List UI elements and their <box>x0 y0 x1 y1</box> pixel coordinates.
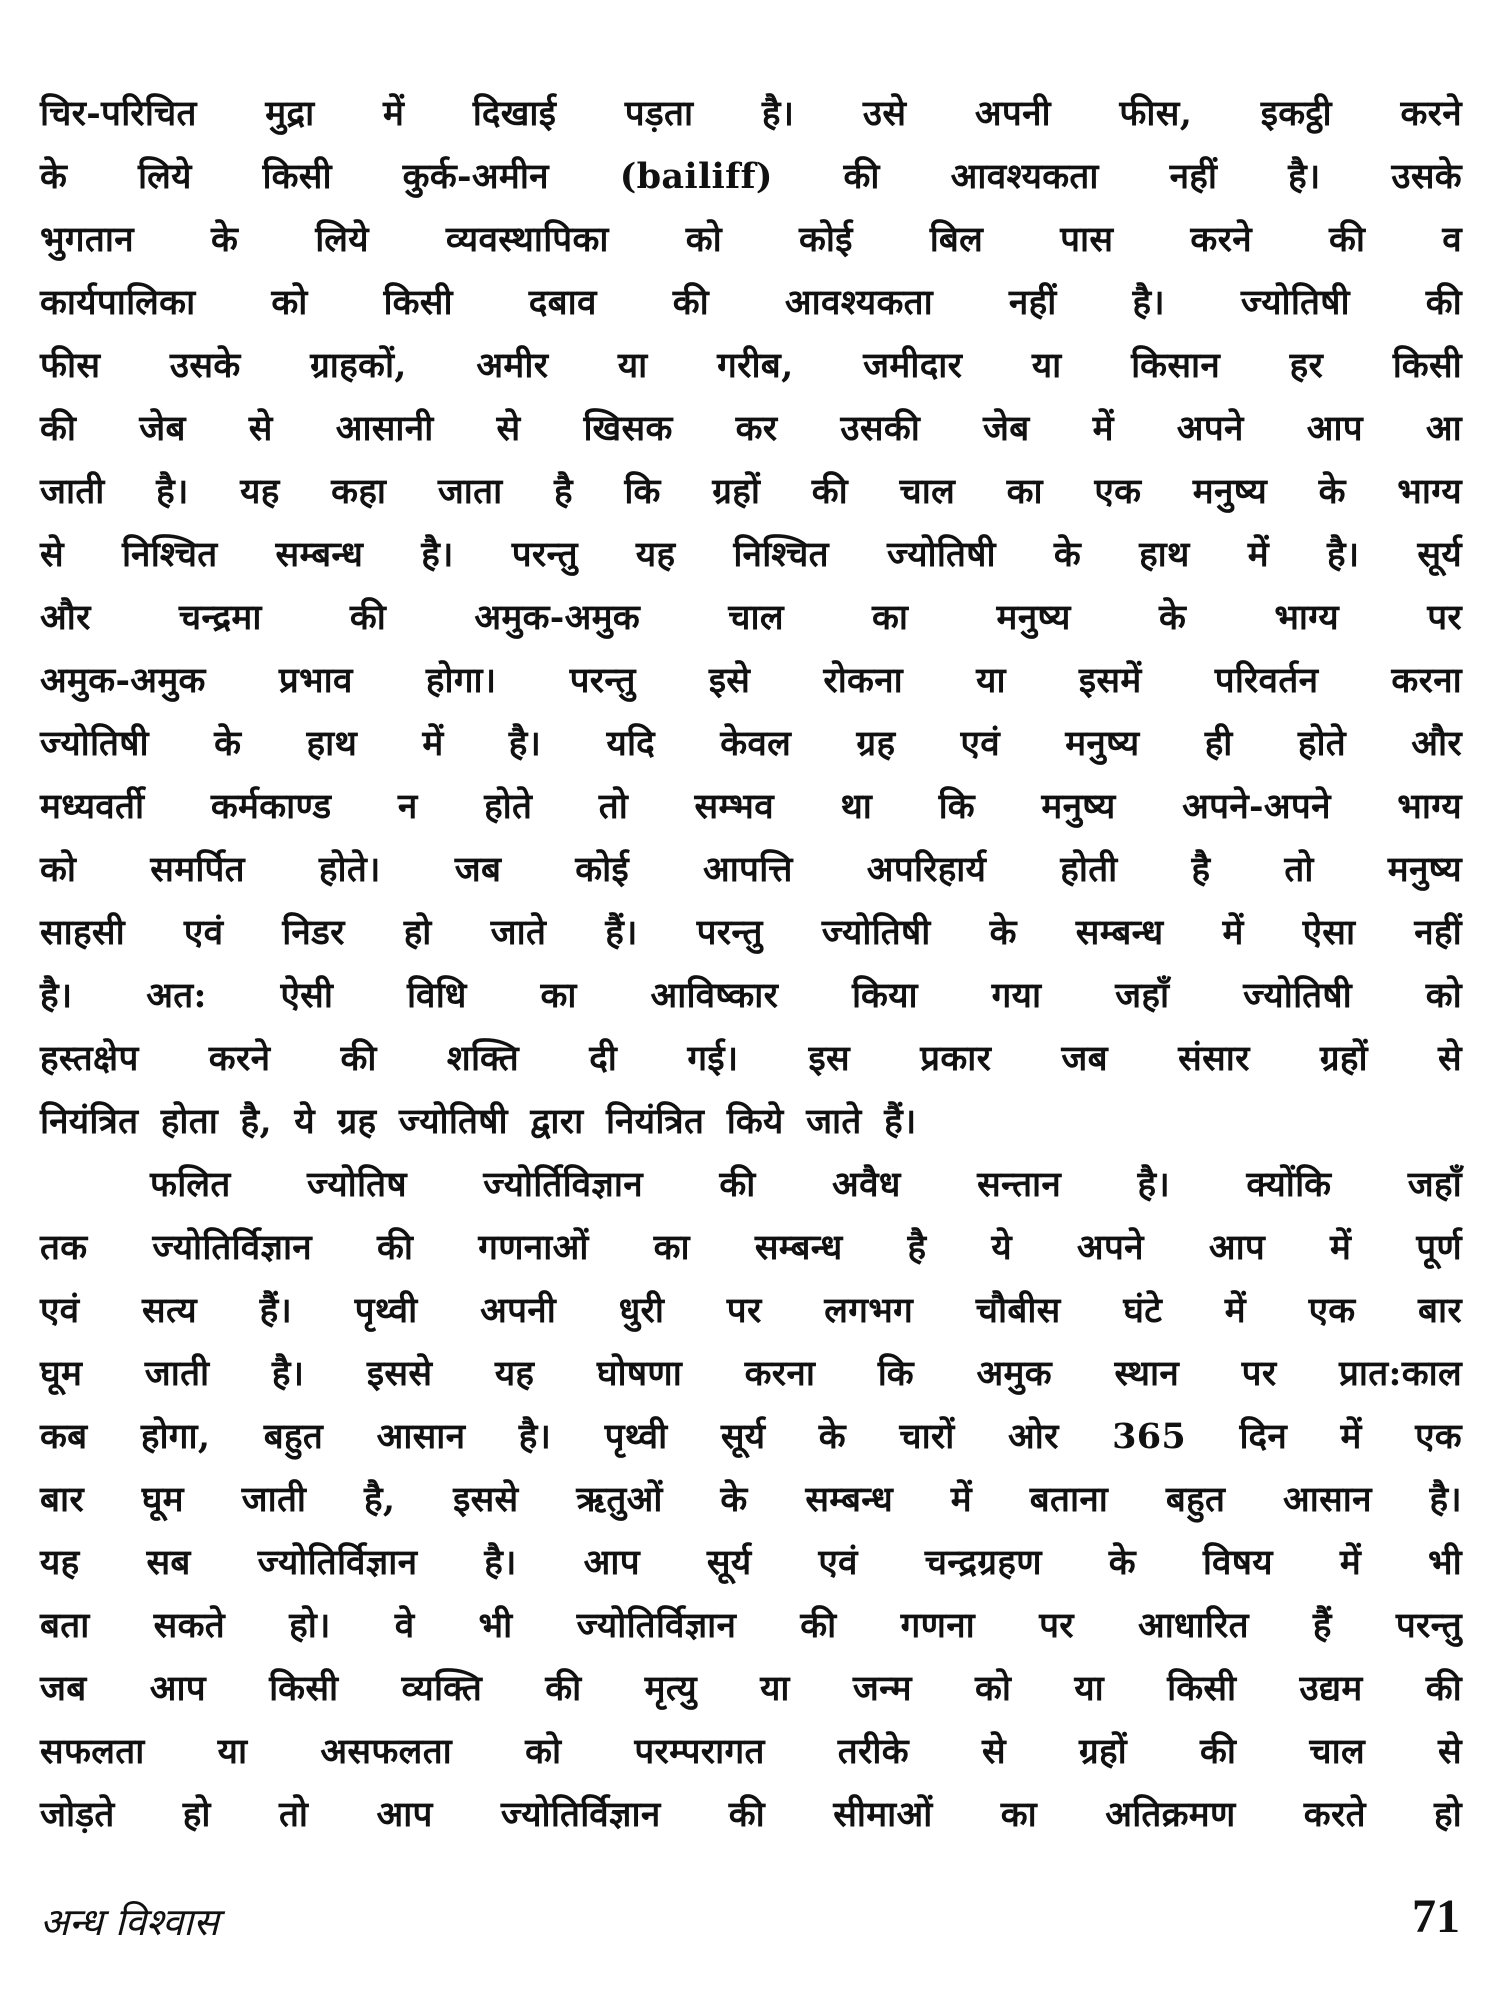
text-line: एवं सत्य हैं। पृथ्वी अपनी धुरी पर लगभग चौबीस घंटे में एक बार <box>40 1290 1462 1331</box>
page-number: 71 <box>1412 1890 1460 1943</box>
text-line: चिर-परिचित मुद्रा में दिखाई पड़ता है। उसे अपनी फीस, इकट्ठी करने <box>40 93 1462 134</box>
text-line: साहसी एवं निडर हो जाते हैं। परन्तु ज्योतिषी के सम्बन्ध में ऐसा नहीं <box>40 912 1462 953</box>
text-line: यह सब ज्योतिर्विज्ञान है। आप सूर्य एवं चन्द्रग्रहण के विषय में भी <box>40 1542 1462 1583</box>
text-line: कब होगा, बहुत आसान है। पृथ्वी सूर्य के चारों ओर 365 दिन में एक <box>40 1416 1462 1457</box>
text-line: बता सकते हो। वे भी ज्योतिर्विज्ञान की गणना पर आधारित हैं परन्तु <box>40 1605 1462 1646</box>
text-line: ज्योतिषी के हाथ में है। यदि केवल ग्रह एवं मनुष्य ही होते और <box>40 723 1462 764</box>
text-line: जब आप किसी व्यक्ति की मृत्यु या जन्म को या किसी उद्यम की <box>40 1668 1462 1709</box>
paragraph-2 <box>40 1153 1462 1846</box>
text-line: जाती है। यह कहा जाता है कि ग्रहों की चाल का एक मनुष्य के भाग्य <box>40 471 1462 512</box>
text-line: हस्तक्षेप करने की शक्ति दी गई। इस प्रकार जब संसार ग्रहों से <box>40 1038 1462 1079</box>
text-line: और चन्द्रमा की अमुक-अमुक चाल का मनुष्य के भाग्य पर <box>40 597 1462 638</box>
text-line: कार्यपालिका को किसी दबाव की आवश्यकता नहीं है। ज्योतिषी की <box>40 282 1462 323</box>
paragraph-1 <box>40 82 1462 1153</box>
text-line: से निश्चित सम्बन्ध है। परन्तु यह निश्चित ज्योतिषी के हाथ में है। सूर्य <box>40 534 1462 575</box>
text-line: सफलता या असफलता को परम्परागत तरीके से ग्रहों की चाल से <box>40 1731 1462 1772</box>
text-line: की जेब से आसानी से खिसक कर उसकी जेब में अपने आप आ <box>40 408 1462 449</box>
page-body <box>40 82 1462 1846</box>
text-line: भुगतान के लिये व्यवस्थापिका को कोई बिल पास करने की व <box>40 219 1462 260</box>
text-line: नियंत्रित होता है, ये ग्रह ज्योतिषी द्वारा नियंत्रित किये जाते हैं। <box>40 1101 917 1142</box>
text-line: बार घूम जाती है, इससे ऋतुओं के सम्बन्ध में बताना बहुत आसान है। <box>40 1479 1462 1520</box>
text-line: फीस उसके ग्राहकों, अमीर या गरीब, जमीदार या किसान हर किसी <box>40 345 1462 386</box>
text-line: जोड़ते हो तो आप ज्योतिर्विज्ञान की सीमाओं का अतिक्रमण करते हो <box>40 1794 1462 1835</box>
text-line: है। अत: ऐसी विधि का आविष्कार किया गया जहाँ ज्योतिषी को <box>40 975 1462 1016</box>
text-line: तक ज्योतिर्विज्ञान की गणनाओं का सम्बन्ध है ये अपने आप में पूर्ण <box>40 1227 1462 1268</box>
text-line: के लिये किसी कुर्क-अमीन (bailiff) की आवश्यकता नहीं है। उसके <box>40 156 1462 197</box>
text-line: फलित ज्योतिष ज्योर्तिविज्ञान की अवैध सन्तान है। क्योंकि जहाँ <box>150 1164 1462 1205</box>
text-line: अमुक-अमुक प्रभाव होगा। परन्तु इसे रोकना या इसमें परिवर्तन करना <box>40 660 1462 701</box>
page-footer <box>40 1890 1460 1955</box>
text-line: को समर्पित होते। जब कोई आपत्ति अपरिहार्य होती है तो मनुष्य <box>40 849 1462 890</box>
book-title: अन्ध विश्वास <box>40 1900 219 1944</box>
text-line: मध्यवर्ती कर्मकाण्ड न होते तो सम्भव था कि मनुष्य अपने-अपने भाग्य <box>40 786 1462 827</box>
text-line: घूम जाती है। इससे यह घोषणा करना कि अमुक स्थान पर प्रात:काल <box>40 1353 1462 1394</box>
